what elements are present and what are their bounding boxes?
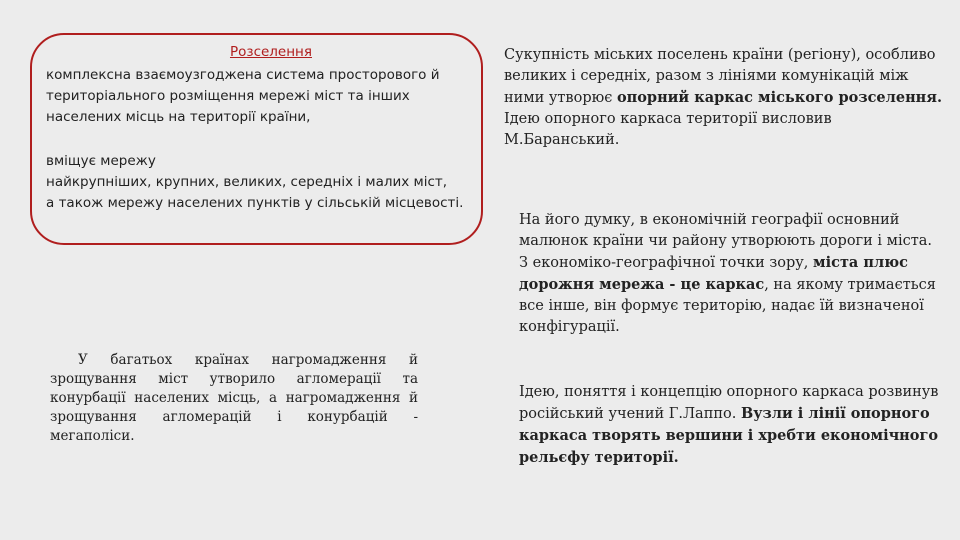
lappo-paragraph bbox=[519, 382, 939, 469]
lappo-intro: Ідею, поняття і концепцію опорного каркаса розвинув російський учений Г.Лаппо. bbox=[519, 384, 939, 422]
settlement-definition: комплексна взаємоузгоджена система просторового й територіального розміщення мережі міст та інших населених місць на території країни, bbox=[46, 67, 440, 125]
framework-view-rest: , на якому тримається все інше, він формує територію, надає їй визначеної конфігурації. bbox=[519, 277, 936, 335]
framework-definition bbox=[504, 45, 944, 109]
baransky-opinion-block bbox=[519, 210, 939, 338]
lappo-emphasis: Вузли і лінії опорного каркаса творять вершини і хребти економічного рельєфу території. bbox=[519, 405, 939, 466]
framework-view-emphasis: міста плюс дорожня мережа - це каркас bbox=[519, 254, 908, 293]
agglomeration-text: У багатьох країнах нагромадження й зрощування міст утворило агломерації та конурбації населених місць, а нагромадження й зрощування агломерацій і конурбацій - мегаполіси. bbox=[50, 352, 418, 444]
opinion-paragraph: На його думку, в економічній географії основний малюнок країни чи району утворюють дороги і міста. bbox=[519, 212, 932, 249]
framework-intro: Сукупність міських поселень країни (регіону), особливо великих і середніх, разом з лініями комунікацій між ними утворює bbox=[504, 47, 936, 106]
definition-block bbox=[46, 42, 496, 214]
section-title: Розселення bbox=[229, 44, 312, 60]
agglomeration-paragraph bbox=[50, 351, 418, 446]
lappo-block bbox=[519, 382, 939, 469]
settlement-network-text: вміщує мережу найкрупніших, крупних, великих, середніх і малих міст, а також мережу населених пунктів у сільській місцевості. bbox=[46, 153, 464, 211]
framework-emphasis: опорний каркас міського розселення. bbox=[616, 89, 943, 106]
framework-view-intro: З економіко-географічної точки зору, bbox=[519, 255, 814, 271]
framework-definition-block bbox=[504, 45, 944, 151]
baransky-line: Ідею опорного каркаса території висловив М.Баранський. bbox=[504, 111, 832, 148]
framework-view-paragraph bbox=[519, 252, 939, 338]
